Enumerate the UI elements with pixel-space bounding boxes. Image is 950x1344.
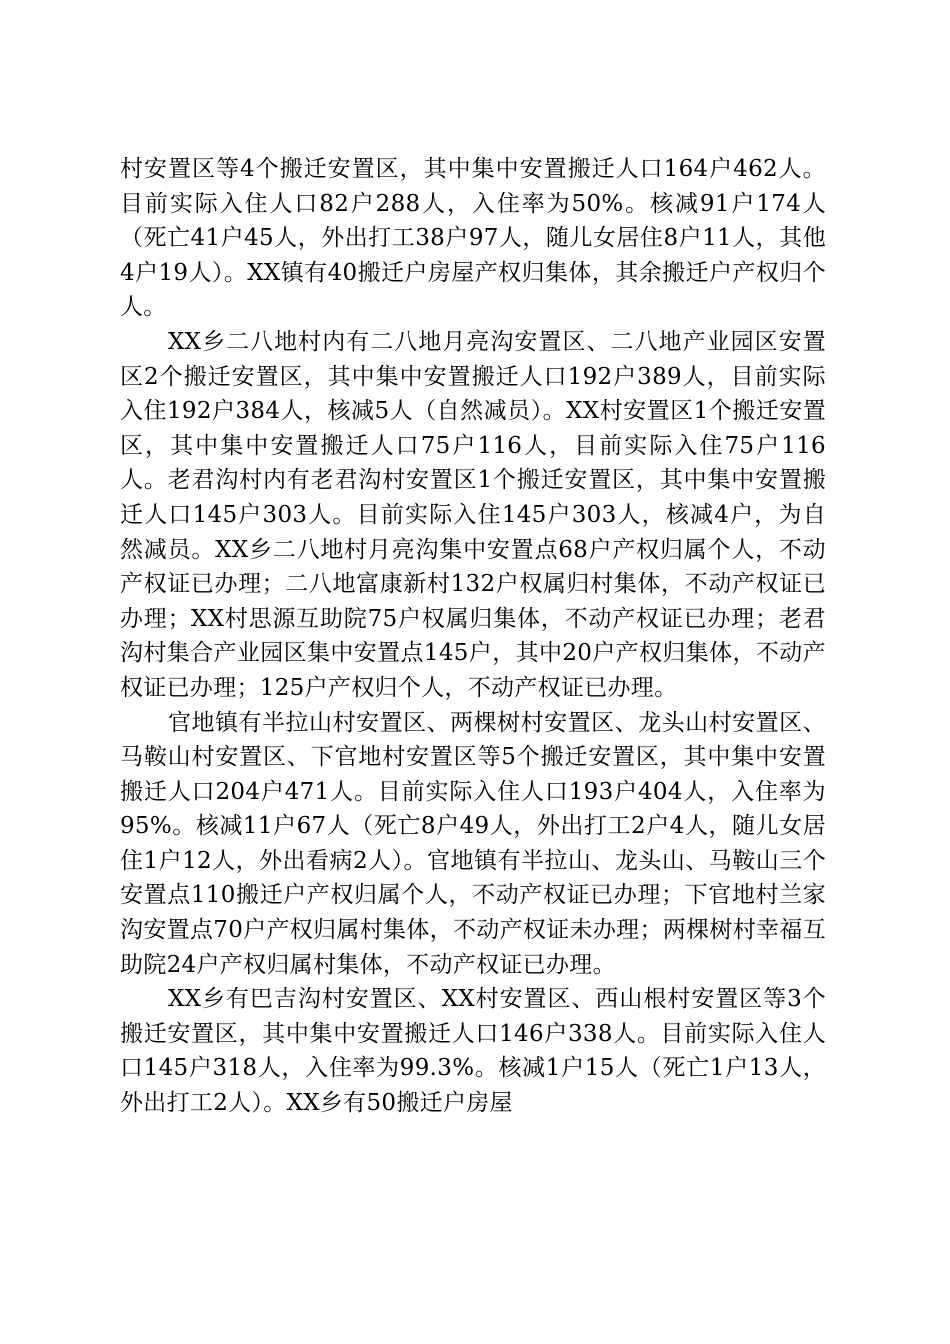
paragraph-2: XX乡二八地村内有二八地月亮沟安置区、二八地产业园区安置区2个搬迁安置区，其中集中安置搬迁人口192户389人，目前实际入住192户384人，核减5人（自然减员）。XX村安置区1个搬迁安置区，其中集中安置搬迁人口75户116人，目前实际入住75户116人。老君沟村内有老君沟村安置区1个搬迁安置区，其中集中安置搬迁人口145户303人。目前实际入住145户303人，核减4户，为自然减员。XX乡二八地村月亮沟集中安置点68户产权归属个人，不动产权证已办理；二八地富康新村132户权属归村集体，不动产权证已办理；XX村思源互助院75户权属归集体，不动产权证已办理；老君沟村集合产业园区集中安置点145户，其中20户产权归集体，不动产权证已办理；125户产权归个人，不动产权证已办理。 <box>120 328 826 701</box>
document-body <box>120 152 826 1121</box>
paragraph-1: 村安置区等4个搬迁安置区，其中集中安置搬迁人口164户462人。目前实际入住人口82户288人，入住率为50%。核减91户174人（死亡41户45人，外出打工38户97人，随儿女居住8户11人，其他4户19人）。XX镇有40搬迁户房屋产权归集体，其余搬迁户产权归个人。 <box>120 156 826 321</box>
paragraph-3: 官地镇有半拉山村安置区、两棵树村安置区、龙头山村安置区、马鞍山村安置区、下官地村安置区等5个搬迁安置区，其中集中安置搬迁人口204户471人。目前实际入住人口193户404人，入住率为95%。核减11户67人（死亡8户49人，外出打工2户4人，随儿女居住1户12人，外出看病2人）。官地镇有半拉山、龙头山、马鞍山三个安置点110搬迁户产权归属个人，不动产权证已办理；下官地村兰家沟安置点70户产权归属村集体，不动产权证未办理；两棵树村幸福互助院24户产权归属村集体，不动产权证已办理。 <box>120 709 826 978</box>
paragraph-4: XX乡有巴吉沟村安置区、XX村安置区、西山根村安置区等3个搬迁安置区，其中集中安置搬迁人口146户338人。目前实际入住人口145户318人，入住率为99.3%。核减1户15人（死亡1户13人，外出打工2人）。XX乡有50搬迁户房屋 <box>120 986 826 1117</box>
